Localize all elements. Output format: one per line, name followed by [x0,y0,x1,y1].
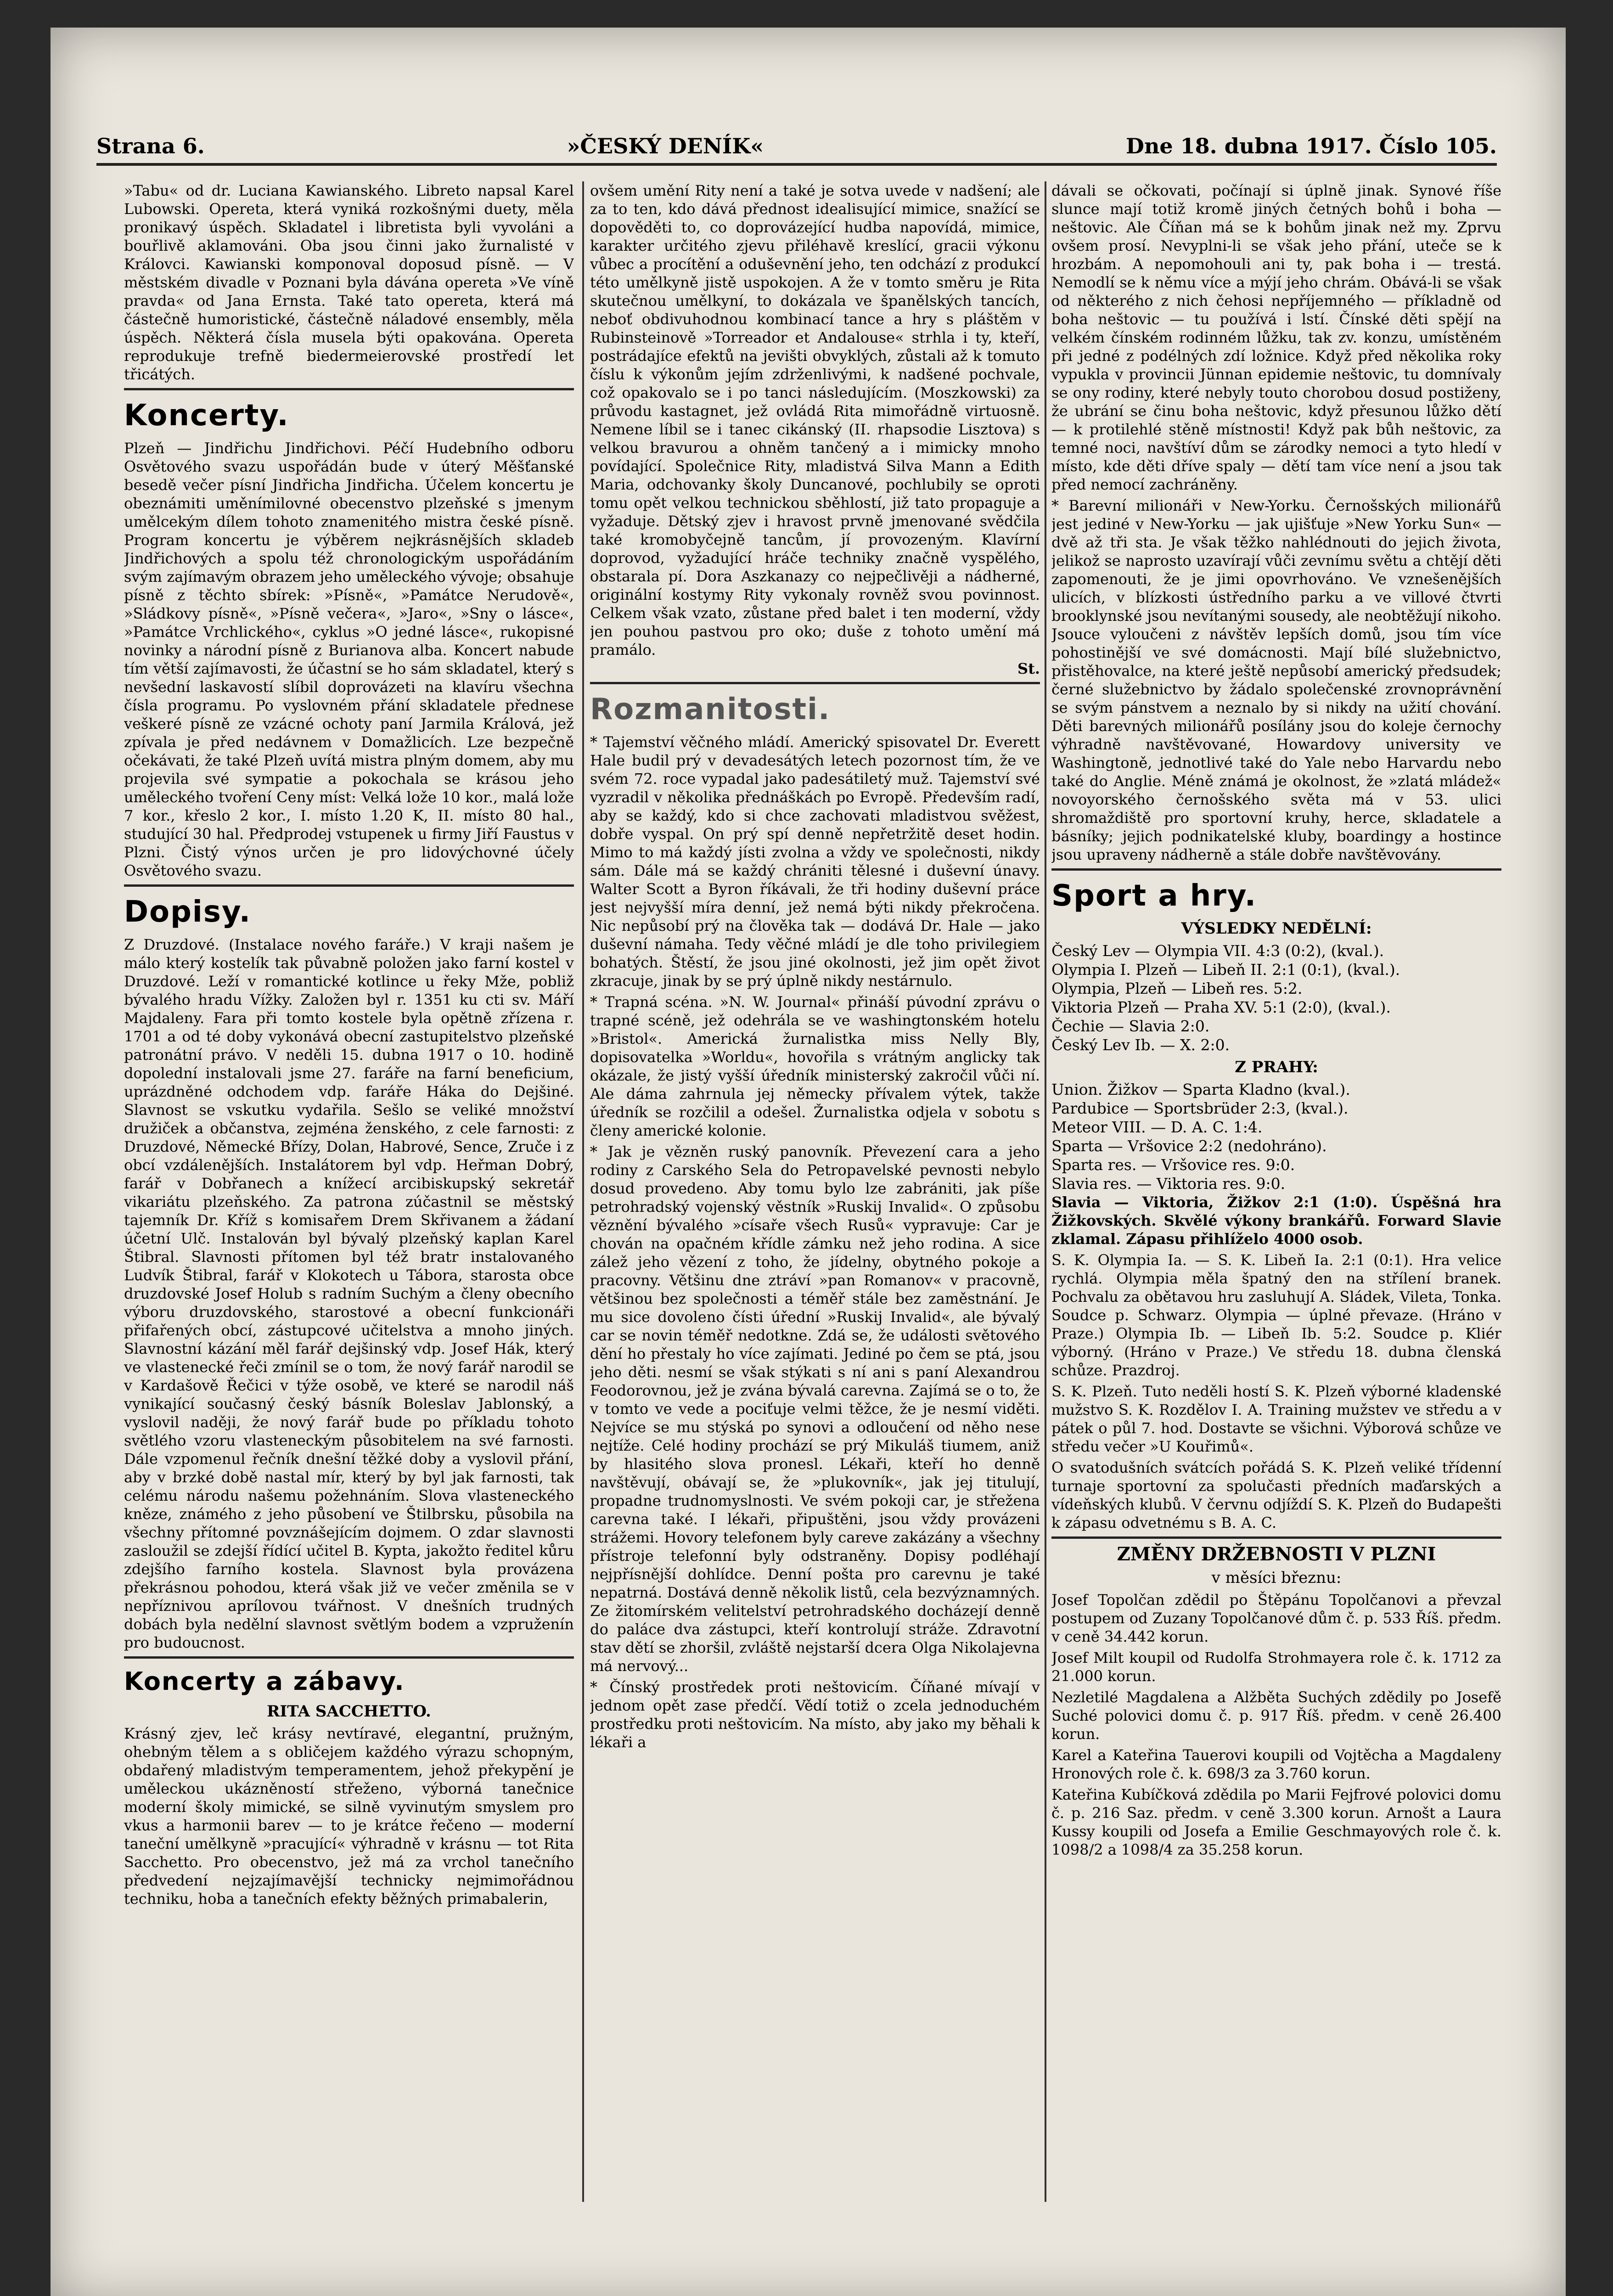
results-list [1051,941,1501,1054]
article-text: Slavia — Viktoria, Žižkov 2:1 (1:0). Úspěšná hra Žižkovských. Skvělé výkony brankářů. Forward Slavie zklamal. Zápasu přihlíželo 4000 osob. [1051,1193,1501,1248]
results-title: VÝSLEDKY NEDĚLNÍ: [1181,919,1372,938]
section-heading: Rozmanitosti. [590,692,831,726]
results-title: Z PRAHY: [1235,1058,1318,1076]
article-text: Nezletilé Magdalena a Alžběta Suchých zdědily po Josefě Suché polovici domu č. p. 917 Říš. předm. v ceně 26.400 korun. [1051,1688,1501,1743]
article-text: * Barevní milionáři v New-Yorku. Černošských milionářů jest jediné v New-Yorku — jak ujišťuje »New Yorku Sun« — dvě až tři sta. Je však těžko nahlédnouti do jejich života, jelikož se naprosto uzavírají vůči zevnímu světu a chtějí děti zapomenouti, že je jimi opovrhováno. Ve vznešenějších ulicích, v blízkosti ústředního parku a ve villové čtvrti brooklynské jsou nevítanými sousedy, ale neobtěžují nikoho. Jsouce vyloučeni z návštěv lepších domů, jsou tím více pohostinější ve své domácnosti. Mají bílé služebnictvo, přistěhovalce, na které ještě nepůsobí americký předsudek; černé služebnictvo by žádalo společenské zrovnoprávnění se svým pánstvem a neznalo by si nikdy na užití chování. Děti barevných milionářů posílány jsou do koleje černochy výhradně navštěvované, Howardovy university ve Washingtoně, jednotlivé také do Yale nebo Harvardu nebo také do Anglie. Méně známá je okolnost, že »zlatá mládež« novoyorského černošského světa má v 53. ulici shromaždiště pro sportovní kruhy, herce, skladatele a básníky; jejich podnikatelské kluby, boardingy a hostince jsou upraveny nádherně a stále dobře navštěvovány. [1051,497,1501,863]
section-rule [124,388,574,390]
result-line: Pardubice — Sportsbrüder 2:3, (kval.). [1051,1099,1349,1117]
result-line: Slavia res. — Viktoria res. 9:0. [1051,1175,1286,1193]
article-text: S. K. Plzeň. Tuto neděli hostí S. K. Plzeň výborné kladenské mužstvo S. K. Rozdělov I. A. Training mužstev ve středu a v pátek o půl 7. hod. Dostavte se všichni. Výborová schůze ve středu večer »U Kouřimů«. [1051,1383,1501,1455]
article-text: dávali se očkovati, počínají si úplně jinak. Synové říše slunce mají totiž kromě jiných četných bohů i boha — neštovic. Ale Číňan má se k bohům jinak než my. Zprvu ovšem prosí. Nevyplni-li se však jeho přání, uteče se k hrozbám. A nepomohouli ani ty, pak boha i — trestá. Nemodlí se k němu více a mýjí jeho chrám. Obává-li se však od některého z nich čehosi nepříjemného — příkladně od boha neštovic — tu používá i lstí. Čínské děti spějí na velkém čínském rodinném lůžku, tak zv. konzu, umístěném při jedné z podélných zdí ložnice. Když před několika roky vypukla v provincii Jünnan epidemie neštovic, tu domnívaly se ony rodiny, které nebyly touto chorobou dosud postiženy, že ubrání se činu boha neštovic, když přesunou lůžko dětí — k protilehlé stěně místnosti! Když pak bůh neštovic, za temné noci, navštíví dům se zárodky nemoci a tyto hledí v místo, kde děti dříve spaly — dětí tam více není a jsou tak před nemocí zachráněny. [1051,182,1501,493]
article-text: Josef Milt koupil od Rudolfa Strohmayera role č. k. 1712 za 21.000 korun. [1051,1649,1501,1685]
article-text: ovšem umění Rity není a také je sotva uvede v nadšení; ale za to ten, kdo dává přednost idealisující mimice, snažící se dopověděti to, co doprovázející hudba napovídá, mimice, karakter určitého zjevu přiléhavě kreslící, gracii výkonu vůbec a procítění a oduševnění jeho, ten odchází z produkcí této umělkyně jistě uspokojen. A že v tomto směru je Rita skutečnou umělkyní, to dokázala ve španělských tancích, neboť obdivuhodnou kombinací tance a hry s pláštěm v Rubinsteinově »Torreador et Andalouse« strhla i ty, kteří, postrádajíce efektů na jevišti obvyklých, zůstali až k tomuto číslu k výkonům jejím zdrženlivými, k nadšené pochvale, což opakovalo se i po tanci následujícím. (Moszkowski) za průvodu kastagnet, jež ovládá Rita mimořádně virtuosně. Nemene líbil se i tanec cikánský (II. rhapsodie Lisztova) s velkou bravurou a ohněm tančený a i mimicky mnoho povídající. Společnice Rity, mladistvá Silva Mann a Edith Maria, odchovanky školy Duncanové, pochlubily se oproti tomu opět velkou technickou sběhlostí, již tato propaguje a vyžaduje. Dětský zjev i hravost prvně jmenované svědčila také kromobyčejně tancům, jí provozeným. Klavírní doprovod, vyžadující hráče techniky značně vyspělého, obstarala pí. Dora Aszkanazy co nejpečlivěji a nádherné, originální kostymy Rity vykonaly rovněž svou povinnost. Celkem však vzato, zůstane před balet i ten moderní, vždy jen pouhou pastvou pro oko; duše z tohoto umění má pramálo. [590,182,1040,658]
article-text: Josef Topolčan zdědil po Štěpánu Topolčanovi a převzal postupem od Zuzany Topolčanové dům č. p. 533 Říš. předm. v ceně 34.442 korun. [1051,1591,1501,1645]
article-text: Karel a Kateřina Tauerovi koupili od Vojtěcha a Magdaleny Hronových role č. k. 698/3 za 3.760 korun. [1051,1746,1501,1782]
result-line: Olympia, Plzeň — Libeň res. 5:2. [1051,979,1303,997]
result-line: Český Lev Ib. — X. 2:0. [1051,1036,1230,1054]
page-number: Strana 6. [96,134,205,158]
column-divider [1045,181,1046,2202]
result-line: Union. Žižkov — Sparta Kladno (kval.). [1051,1080,1350,1098]
column-3 [1051,181,1501,2294]
header-rule [96,163,1497,166]
result-line: Olympia I. Plzeň — Libeň II. 2:1 (0:1), (kval.). [1051,961,1400,979]
article-text: * Trapná scéna. »N. W. Journal« přináší púvodní zprávu o trapné scéně, jež odehrála se ve washingtonském hotelu »Bristol«. Americká žurnalistka miss Nelly Bly, dopisovatelka »Worldu«, hovořila s vrátným anglicky tak okázale, že jistý vyšší úředník ministerský zakročil vůči ní. Ale dáma zahrnula jej německy přívalem výtek, takže úředník se rozčilil a odešel. Žurnalistka odjela v sobotu s členy americké kolonie. [590,993,1040,1139]
article-text: O svatodušních svátcích pořádá S. K. Plzeň veliké třídenní turnaje sportovní za spolučasti předních maďarských a vídeňských klubů. V červnu odjíždí S. K. Plzeň do Budapešti k zápasu odvetnému s B. A. C. [1051,1459,1501,1531]
author-signature: St. [1017,660,1040,677]
article-title: RITA SACCHETTO. [267,1702,431,1721]
issue-date: Dne 18. dubna 1917. Číslo 105. [1126,134,1497,158]
result-line: Viktoria Plzeň — Praha XV. 5:1 (2:0), (kval.). [1051,998,1391,1016]
section-rule [124,884,574,887]
result-line: Čechie — Slavia 2:0. [1051,1017,1210,1035]
result-line: Sparta — Vršovice 2:2 (nedohráno). [1051,1137,1327,1155]
results-list [1051,1080,1501,1193]
article-text: * Jak je vězněn ruský panovník. Převezení cara a jeho rodiny z Carského Sela do Petropavelské pevnosti nebylo dosud provedeno. Aby tomu bylo lze zabrániti, jak píše petrohradský vojenský věstník »Ruskij Invalid«. O způsobu věznění bývalého »císaře všech Rusů« vypravuje: Car je chován na opačném křídle zámku než jeho rodina. A sice zálež jeho vězení z toho, že jídelny, obytného pokoje a pracovny. Většinu dne ztráví »pan Romanov« v pracovně, většinou bez společnosti a téměř stále bez zaměstnání. Je mu sice dovoleno čísti úřední »Ruskij Invalid«, ale bývalý car se novin téměř nedotkne. Zdá se, že události světového dění ho přestaly ho více zajímati. Jediné po čem se ptá, jsou jeho děti. nesmí se však stýkati s ní ani s paní Alexandrou Feodorovnou, jež je zvána bývalá carevna. Zajímá se o to, že v tomto ve vede a pociťuje velmi těžce, že je nesmí viděti. Nejvíce se mu stýská po synovi a odloučení od něho nese nejtíže. Celé hodiny prochází se prý Mikuláš tiumem, aniž by hlasitého slova pronesl. Lékaři, kteří ho denně navštěvují, obávají se, že »plukovník«, jak jej titulují, propadne trudnomyslnosti. Ve svém pokoji car, je střežena carevna také. I lékaři, připuštěni, jsou vždy provázeni strážemi. Hovory telefonem byly careve zakázány a všechny přístroje telefonní byly odstraněny. Dopisy podléhají nejpřísnější dohlídce. Denní pošta pro carevnu je také nepatrná. Dostává denně několik listů, cela bezvýznamných. Ze žitomírském velitelství petrohradského docházejí denně do paláce dva zástupci, kteří kontrolují stráže. Zdravotní stav dětí se zhoršil, zvláště nejstarší dcera Olga Nikolajevna má nervový... [590,1143,1040,1675]
article-text: S. K. Olympia Ia. — S. K. Libeň Ia. 2:1 (0:1). Hra velice rychlá. Olympia měla špatný den na střílení branek. Pochvalu za obětavou hru zasluhují A. Sládek, Vileta, Tonka. Soudce p. Schwarz. Olympia — úplné převaze. (Hráno v Praze.) Olympia Ib. — Libeň Ib. 5:2. Soudce p. Kliér výborný. (Hráno v Praze.) Ve středu 18. dubna členská schůze. Prazdroj. [1051,1251,1501,1379]
article-text: »Tabu« od dr. Luciana Kawianského. Libreto napsal Karel Lubowski. Opereta, která vyniká rozkošnými duety, měla pronikavý úspěch. Skladatel i libretista byli vyvoláni a bouřlivě aklamováni. Oba jsou činni jako žurnalisté v Královci. Kawianski komponoval doposud písně. — V městském divadle v Poznani byla dávána opereta »Ve víně pravda« od Jana Ernsta. Také tato opereta, která má částečně humoristické, částečně náladové ensembly, měla úspěch. Některá čísla musela býti opakována. Opereta reprodukuje trefně biedermeierovské prostředí let třicátých. [124,182,574,383]
article-text: Kateřina Kubíčková zdědila po Marii Fejfrové polovici domu č. p. 216 Saz. předm. v ceně 3.300 korun. Arnošt a Laura Kussy koupili od Josefa a Emilie Geschmayových role č. k. 1098/2 a 1098/4 za 35.258 korun. [1051,1786,1501,1858]
result-line: Meteor VIII. — D. A. C. 1:4. [1051,1118,1263,1136]
section-subheading: v měsíci březnu: [1211,1569,1342,1587]
column-1 [124,181,574,2294]
column-2 [590,181,1040,2294]
article-text: Krásný zjev, leč krásy nevtíravé, elegantní, pružným, ohebným tělem a s obličejem každého výrazu schopným, obdařený mladistvým temperamentem, jehož překypění je uměleckou ukázněností střeženo, výborná tanečnice moderní školy mimické, se silně vyvinutým smyslem pro vkus a harmonii barev — to je krátce řečeno — moderní taneční umělkyně »pracující« výhradně v krásnu — tot Rita Sacchetto. Pro obecenstvo, jež má za vrchol tanečního předvedení nejzajímavější technicky nejmimořádnou techniku, hoba a tanečních efekty běžných primabalerin, [124,1725,574,1908]
section-rule [590,682,1040,684]
article-text: Z Druzdové. (Instalace nového faráře.) V kraji našem je málo který kostelík tak půvabně položen jako farní kostel v Druzdové. Leží v romantické kotlince u řeky Mže, pobliž bývalého hradu Vížky. Založen byl r. 1351 ku cti sv. Máří Majdaleny. Fara při tomto kostele byla opětně zřízena r. 1701 a od té doby vykonává obecní zastupitelstvo plzeňské patronátní právo. V neděli 15. dubna 1917 o 10. hodině dopolední instalovali jsme 27. faráře na farní beneficium, uprázdněné odchodem vdp. faráře Háka do Dejšiné. Slavnost se vskutku vydařila. Sešlo se veliké množství družiček a občanstva, zejména ženského, z cele farnosti: z Druzdové, Německé Břízy, Dolan, Habrové, Sence, Zruče i z obcí vzdálenějších. Instalátorem byl vdp. Heřman Dobrý, farář v Dobřanech a knížecí arcibiskupský sekretář vikariátu plzeňského. Za patrona zúčastnil se městský tajemník Dr. Kříž s komisařem Drem Skřivanem a žádaní účetní Ulč. Instalován byl bývalý plzeňský kaplan Karel Štibral. Slavnosti přítomen byl též bratr instalovaného Ludvík Štibral, farář v Klokotech u Tábora, starosta obce druzdovské Josef Holub s radním Suchým a členy obecního výboru druzdovského, starostové a obecní funkcionáři přifařených obcí, zástupcové učitelstva a mnoho jiných. Slavnostní kázání měl farář dejšinský vdp. Josef Hák, který ve vlastenecké řeči zmínil se o tom, že nový farář narodil se v Kardašově Řečici v týže osobě, ve které se narodil náš vynikající současný český básník Boleslav Jablonský, a vyslovil naději, že nový farář bude po příkladu tohoto světlého vzoru vlasteneckým působitelem na své farnosti. Dále vzpomenul řečník dnešní těžké doby a vyslovil přání, aby v brzké době nastal mír, který by byl jak farnosti, tak celému národu našemu požehnáním. Slova vlasteneckého kněze, známého z jeho působení ve Štilbrsku, působila na všechny přítomné povznášejícím dojmem. O zdar slavnosti zasloužil se zdejší řídící učitel B. Kypta, jakožto ředitel kůru zdejšího farního kostela. Slavnost byla provázena překrásnou pohodou, která však již ve večer změnila se v nepříznivou aprílovou tvářnost. V dnešních trudných dobách byla nedělní slavnost světlým bodem a vzpruženín pro budoucnost. [124,936,574,1651]
section-heading: Sport a hry. [1051,879,1257,913]
section-rule [1051,1536,1501,1539]
section-heading: Koncerty. [124,399,289,433]
column-divider [582,181,584,2202]
article-text: Plzeň — Jindřichu Jindřichovi. Péčí Hudebního odboru Osvětového svazu uspořádán bude v úterý Měšťanské besedě večer písní Jindřicha Jindřicha. Účelem koncertu je obeznámiti uměnímilovné obecenstvo plzeňské s jmenym umělcekým dílem tohoto znamenitého mistra české písně. Program koncertu je výběrem nejkrásnějších skladeb Jindřichových a spolu též chronologickým uspořádáním svým zajímavým obrazem jeho uměleckého vývoje; obsahuje písně z těchto sbírek: »Písně«, »Památce Nerudově«, »Sládkovy písně«, »Písně večera«, »Jaro«, »Sny o lásce«, »Památce Vrchlického«, cyklus »O jedné lásce«, rukopisné novinky a národní písně z Burianova alba. Koncert nabude tím větší zajímavosti, že účastní se ho sám skladatel, který s nevšední laskavostí slíbil doprovázeti na klavíru všechna čísla programu. Po vyslovném přání skladatele přednese veškeré písně ze vzácné ochoty paní Jarmila Králová, jež zpívala je před nedávnem v Domažlicích. Lze bezpečně očekávati, že také Plzeň uvítá mistra plným domem, aby mu projevila své sympatie a pokochala se krásou jeho uměleckého tvoření Ceny míst: Velká lože 10 kor., malá lože 7 kor., křeslo 2 kor., I. místo 1.20 K, II. místo 80 hal., studující 30 hal. Předprodej vstupenek u firmy Jiří Faustus v Plzni. Čistý výnos určen je pro lidovýchovné účely Osvětového svazu. [124,439,574,879]
page-header [96,126,1497,158]
result-line: Sparta res. — Vršovice res. 9:0. [1051,1156,1295,1174]
article-text: * Tajemství věčného mládí. Americký spisovatel Dr. Everett Hale budil prý v devadesátých letech pozornost tím, že ve svém 72. roce vypadal jako padesátiletý muž. Tajemství své vyzradil v několika přednáškách po Evropě. Především radí, aby se každý, kdo si chce zachovati mladistvou svěžest, dobře vyspal. On prý spí denně nepřetržitě deset hodin. Mimo to má každý jísti zvolna a vždy ve společnosti, nikdy sám. Dále má se každý chrániti tělesné i duševní únavy. Walter Scott a Byron říkávali, že tři hodiny duševní práce jest nejvyšší míra denní, jež nemá býti nikdy překročena. Nic nepůsobí prý na člověka tak — dodává Dr. Hale — jako duševní námaha. Tedy věčné mládí je dle toho privilegiem bohatých. Štěstí, že jsou jiné okolnosti, jež jim opět život zkracuje, jinak by se prý úplně nikdy nestárnulo. [590,733,1040,990]
section-heading: Koncerty a zábavy. [124,1667,405,1696]
result-line: Český Lev — Olympia VII. 4:3 (0:2), (kval.). [1051,942,1384,960]
section-heading: ZMĚNY DRŽEBNOSTI V PLZNI [1117,1543,1436,1565]
section-heading: Dopisy. [124,895,252,929]
masthead: »ČESKÝ DENÍK« [567,134,764,158]
article-text: * Čínský prostředek proti neštovicím. Číňané mívají v jednom opět zase předčí. Vědí totiž o zcela jednoduchém prostředku proti neštovicím. Na místo, aby jako my běhali k lékaři a [590,1678,1040,1751]
section-rule [124,1656,574,1659]
section-rule [1051,868,1501,871]
